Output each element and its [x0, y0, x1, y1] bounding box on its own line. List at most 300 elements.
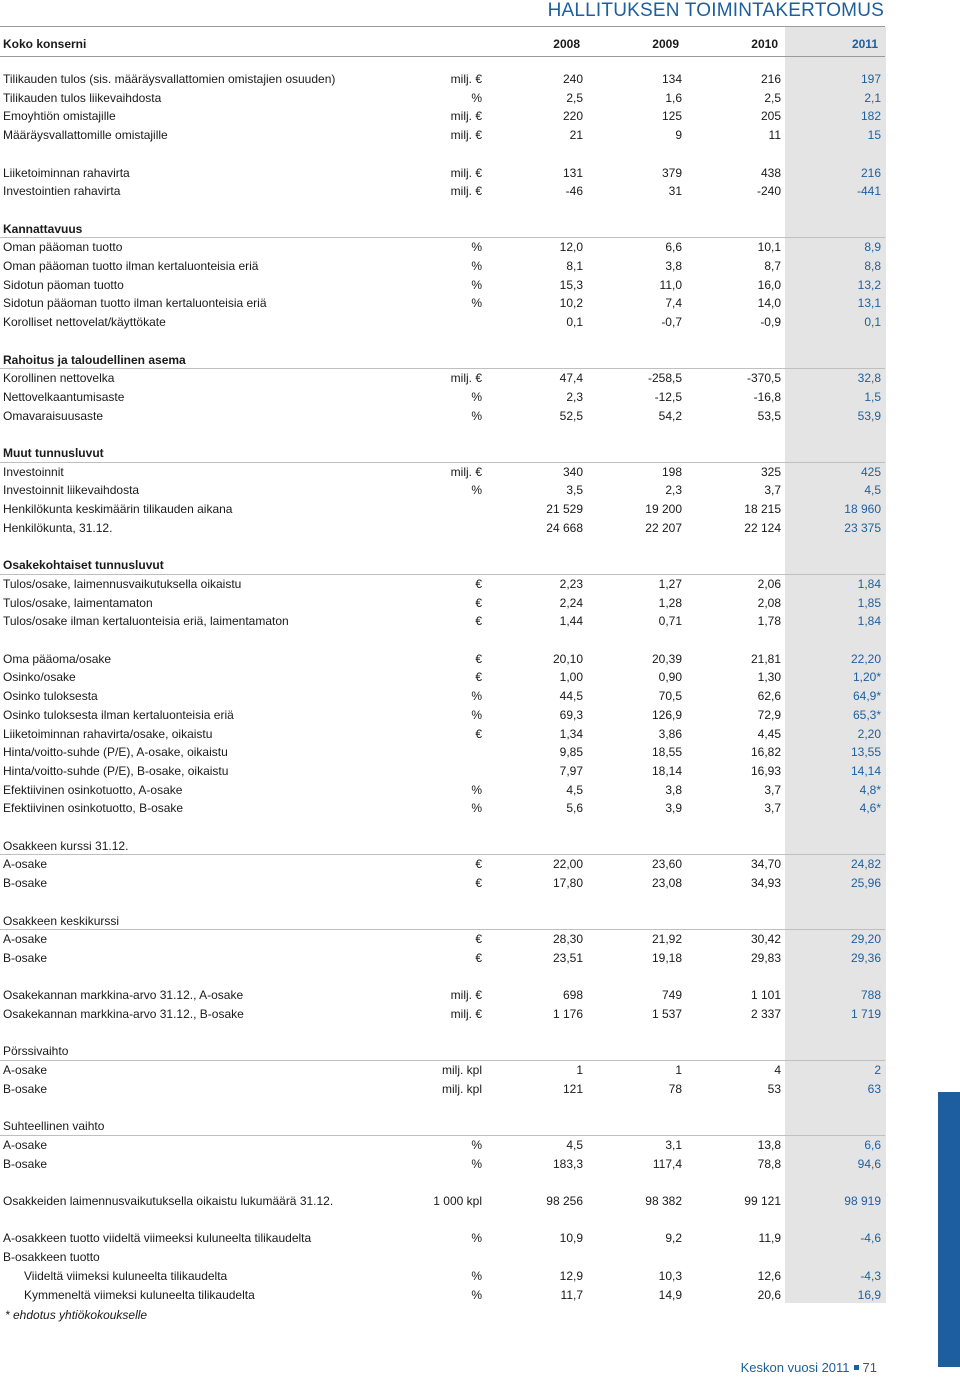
row-label: Efektiivinen osinkotuotto, A-osake	[3, 782, 183, 797]
table-row	[0, 407, 885, 426]
row-label: Henkilökunta, 31.12.	[3, 520, 113, 535]
row-unit: %	[471, 296, 482, 311]
table-row	[0, 1248, 885, 1267]
value-2008: 28,30	[552, 932, 583, 947]
value-2008: 52,5	[559, 408, 583, 423]
value-2008: 0,1	[566, 315, 583, 330]
value-2008: 20,10	[552, 651, 583, 666]
value-2011: 1,85	[857, 595, 881, 610]
table-row	[0, 107, 885, 126]
row-label: Osakkeen kurssi 31.12.	[3, 838, 129, 853]
value-2008: 1	[576, 1063, 583, 1078]
spacer-row	[0, 893, 885, 912]
value-2010: 21,81	[750, 651, 781, 666]
value-2011: 13,2	[857, 277, 881, 292]
row-unit: milj. €	[450, 1007, 482, 1021]
row-label: Investointien rahavirta	[3, 184, 121, 199]
value-2011: 2,1	[864, 90, 881, 105]
value-2011: 788	[860, 988, 881, 1003]
value-2009: 98 382	[645, 1194, 682, 1208]
value-2010: 29,83	[750, 950, 781, 965]
value-2008: 17,80	[552, 876, 583, 891]
value-2008: 4,5	[566, 782, 583, 797]
value-2010: 53	[767, 1081, 781, 1096]
table-row	[0, 556, 885, 575]
value-2009: 749	[661, 988, 682, 1003]
value-2011: 1,20*	[852, 670, 881, 685]
value-2010: 99 121	[744, 1194, 781, 1208]
row-label: Oman pääoman tuotto ilman kertaluonteisia eriä	[3, 259, 259, 273]
table-row	[0, 220, 885, 239]
table-row	[0, 481, 885, 500]
table-row	[0, 912, 885, 931]
value-2011: 23 375	[844, 520, 881, 535]
value-2008: 1,44	[559, 614, 583, 629]
value-2010: 3,7	[764, 483, 781, 498]
row-unit: €	[475, 857, 482, 872]
row-unit: milj. €	[450, 371, 482, 386]
value-2009: 1,27	[658, 576, 682, 591]
value-2008: 5,6	[566, 801, 583, 816]
value-2009: 1,28	[658, 595, 682, 610]
value-2008: 12,0	[559, 240, 583, 255]
row-label: Määräysvallattomille omistajille	[3, 128, 168, 143]
table-row	[0, 388, 885, 407]
value-2008: 1,00	[559, 670, 583, 685]
row-label: Tulos/osake, laimennusvaikutuksella oikaistu	[3, 576, 242, 591]
row-label: Liiketoiminnan rahavirta	[3, 165, 130, 180]
row-unit: €	[475, 876, 482, 891]
year-header-2008: 2008	[553, 37, 580, 51]
row-label: Rahoitus ja taloudellinen asema	[3, 352, 186, 367]
value-2010: 2,5	[764, 90, 781, 105]
value-2011: 4,6*	[859, 801, 881, 816]
row-label: Pörssivaihto	[3, 1044, 69, 1059]
value-2010: 438	[760, 165, 781, 180]
value-2009: 125	[661, 109, 682, 124]
row-unit: %	[471, 1268, 482, 1283]
value-2009: 19,18	[651, 950, 682, 965]
table-row	[0, 257, 885, 276]
value-2009: 2,3	[665, 483, 682, 498]
row-label: A-osake	[3, 932, 48, 947]
table-row	[0, 1005, 885, 1024]
value-2008: 3,5	[566, 483, 583, 498]
row-unit: milj. €	[450, 109, 482, 124]
value-2009: 70,5	[658, 689, 682, 704]
row-unit: %	[471, 277, 482, 292]
page-number: 71	[862, 1360, 877, 1375]
table-row	[0, 706, 885, 725]
row-label: A-osake	[3, 857, 48, 872]
row-label: Tilikauden tulos liikevaihdosta	[3, 90, 162, 105]
row-label: Kymmeneltä viimeksi kuluneelta tilikaudelta	[24, 1287, 255, 1302]
row-label: Nettovelkaantumisaste	[3, 389, 125, 404]
table-row	[0, 444, 885, 463]
value-2008: 8,1	[566, 259, 583, 273]
table-row	[0, 930, 885, 949]
row-label: B-osakkeen tuotto	[3, 1250, 100, 1265]
row-label: Korolliset nettovelat/käyttökate	[3, 315, 166, 330]
row-label: Osinko tuloksesta ilman kertaluonteisia eriä	[3, 707, 234, 722]
row-label: Efektiivinen osinkotuotto, B-osake	[3, 801, 184, 816]
value-2008: 47,4	[559, 371, 583, 386]
value-2008: 4,5	[566, 1137, 583, 1152]
value-2009: 18,14	[651, 763, 682, 778]
row-unit: milj. €	[450, 988, 482, 1003]
value-2010: 16,93	[750, 763, 781, 778]
row-label: A-osake	[3, 1137, 48, 1152]
table-row	[0, 89, 885, 108]
table-header	[0, 33, 885, 55]
value-2011: -441	[856, 184, 881, 199]
value-2008: 220	[562, 109, 583, 124]
row-unit: milj. kpl	[441, 1063, 482, 1078]
row-unit: €	[475, 595, 482, 610]
value-2008: 69,3	[559, 707, 583, 722]
publication-name: Keskon vuosi 2011	[740, 1360, 850, 1375]
value-2010: 18 215	[744, 502, 781, 517]
row-label: B-osake	[3, 1081, 48, 1096]
row-label: Henkilökunta keskimäärin tilikauden aikana	[3, 502, 233, 517]
row-label: Tulos/osake ilman kertaluonteisia eriä, laimentamaton	[3, 614, 289, 629]
table-row	[0, 1286, 885, 1305]
value-2009: 23,08	[651, 876, 682, 891]
table-row	[0, 799, 885, 818]
row-label: Korollinen nettovelka	[3, 371, 115, 386]
footnote: * ehdotus yhtiökokoukselle	[5, 1308, 148, 1322]
value-2009: 0,90	[658, 670, 682, 685]
value-2010: 30,42	[750, 932, 781, 947]
value-2009: 0,71	[658, 614, 682, 629]
value-2010: 3,7	[764, 782, 781, 797]
value-2009: 54,2	[658, 408, 682, 423]
row-unit: %	[471, 1137, 482, 1152]
row-label: Kannattavuus	[3, 221, 83, 236]
row-unit: milj. €	[450, 464, 482, 479]
table-row	[0, 369, 885, 388]
table-row	[0, 1117, 885, 1136]
row-unit: milj. €	[450, 72, 482, 86]
table-row	[0, 949, 885, 968]
value-2011: 24,82	[850, 857, 881, 872]
row-unit: %	[471, 389, 482, 404]
row-label: Viideltä viimeksi kuluneelta tilikaudelta	[24, 1268, 228, 1283]
value-2008: 24 668	[546, 520, 583, 535]
spacer-row	[0, 145, 885, 164]
table-row	[0, 743, 885, 762]
value-2010: 62,6	[757, 689, 781, 704]
table-row	[0, 986, 885, 1005]
value-2011: 4,8*	[859, 782, 881, 797]
table-row	[0, 668, 885, 687]
table-row	[0, 182, 885, 201]
value-2011: 32,8	[857, 371, 881, 386]
row-label: Osinko/osake	[3, 670, 76, 685]
value-2010: 11	[768, 128, 781, 143]
value-2008: 9,85	[559, 745, 583, 760]
section-title: HALLITUKSEN TOIMINTAKERTOMUS	[547, 0, 884, 21]
row-label: Osakekannan markkina-arvo 31.12., B-osake	[3, 1007, 244, 1021]
table-row	[0, 126, 885, 145]
value-2011: 25,96	[850, 876, 881, 891]
row-unit: milj. kpl	[441, 1081, 482, 1096]
value-2010: 22 124	[744, 520, 781, 535]
value-2008: 44,5	[559, 689, 583, 704]
value-2011: 16,9	[857, 1287, 881, 1302]
value-2008: 15,3	[559, 277, 583, 292]
spacer-row	[0, 968, 885, 987]
table-row	[0, 1155, 885, 1174]
spacer-row	[0, 631, 885, 650]
table-row	[0, 1080, 885, 1099]
value-2011: 29,36	[850, 950, 881, 965]
spacer-row	[0, 332, 885, 351]
year-header-2011: 2011	[851, 37, 878, 51]
row-label: Hinta/voitto-suhde (P/E), A-osake, oikaistu	[3, 745, 228, 760]
value-2010: -16,8	[753, 389, 781, 404]
table-row	[0, 855, 885, 874]
value-2008: 10,2	[559, 296, 583, 311]
value-2010: 11,9	[758, 1231, 781, 1246]
year-header-2009: 2009	[652, 37, 679, 51]
value-2010: 34,70	[750, 857, 781, 872]
row-unit: €	[475, 950, 482, 965]
value-2008: 183,3	[552, 1156, 583, 1171]
value-2011: 6,6	[864, 1137, 881, 1152]
row-unit: %	[471, 259, 482, 273]
value-2009: 22 207	[645, 520, 682, 535]
row-label: B-osake	[3, 1156, 48, 1171]
value-2011: 0,1	[864, 315, 881, 330]
value-2008: 698	[562, 988, 583, 1003]
row-unit: €	[475, 614, 482, 629]
table-row	[0, 874, 885, 893]
value-2010: 216	[760, 72, 781, 86]
row-unit: %	[471, 408, 482, 423]
spacer-row	[0, 1211, 885, 1230]
value-2008: 21	[569, 128, 583, 143]
row-unit: %	[471, 689, 482, 704]
row-label: Muut tunnusluvut	[3, 446, 104, 460]
value-2010: 4,45	[757, 726, 781, 741]
value-2009: 1 537	[651, 1007, 682, 1021]
year-header-2010: 2010	[751, 37, 778, 51]
value-2008: 7,97	[559, 763, 583, 778]
value-2008: 11,7	[560, 1287, 583, 1302]
table-row	[0, 351, 885, 370]
value-2011: 63	[867, 1081, 881, 1096]
row-unit: %	[471, 240, 482, 255]
value-2009: 19 200	[645, 502, 682, 517]
value-2011: 182	[860, 109, 881, 124]
value-2010: 14,0	[757, 296, 781, 311]
value-2008: 1 176	[552, 1007, 583, 1021]
table-row	[0, 238, 885, 257]
value-2010: 1,78	[757, 614, 781, 629]
value-2009: 198	[661, 464, 682, 479]
row-label: Investoinnit	[3, 464, 64, 479]
table-row	[0, 519, 885, 538]
row-label: A-osakkeen tuotto viideltä viimeeksi kuluneelta tilikaudelta	[3, 1231, 312, 1246]
value-2008: 240	[562, 72, 583, 86]
row-label: Emoyhtiön omistajille	[3, 109, 116, 124]
value-2009: 9	[675, 128, 682, 143]
value-2010: 325	[760, 464, 781, 479]
value-2011: 2,20	[857, 726, 881, 741]
value-2010: 10,1	[757, 240, 781, 255]
value-2010: 34,93	[750, 876, 781, 891]
row-label: Osakekohtaiset tunnusluvut	[3, 558, 164, 573]
row-unit: %	[471, 1287, 482, 1302]
row-unit: %	[471, 801, 482, 816]
value-2008: 2,23	[559, 576, 583, 591]
value-2011: 216	[860, 165, 881, 180]
value-2011: 1,84	[857, 576, 881, 591]
value-2009: 18,55	[651, 745, 682, 760]
table-row	[0, 1267, 885, 1286]
row-unit: %	[471, 707, 482, 722]
row-unit: €	[475, 932, 482, 947]
row-unit: €	[475, 726, 482, 741]
row-unit: 1 000 kpl	[433, 1194, 482, 1208]
spacer-row	[0, 1173, 885, 1192]
row-unit: %	[471, 483, 482, 498]
row-unit: milj. €	[450, 165, 482, 180]
table-row	[0, 837, 885, 856]
row-unit: %	[471, 1156, 482, 1171]
row-label: Osinko tuloksesta	[3, 689, 98, 704]
value-2009: 3,9	[665, 801, 682, 816]
table-row	[0, 1192, 885, 1211]
table-row	[0, 1136, 885, 1155]
value-2010: 72,9	[757, 707, 781, 722]
value-2009: -12,5	[654, 389, 682, 404]
value-2010: 13,8	[757, 1137, 781, 1152]
value-2010: 16,82	[750, 745, 781, 760]
table-row	[0, 1042, 885, 1061]
value-2008: -46	[565, 184, 583, 199]
row-label: B-osake	[3, 950, 48, 965]
value-2009: 3,1	[665, 1137, 682, 1152]
row-label: Omavaraisuusaste	[3, 408, 104, 423]
value-2011: 98 919	[844, 1194, 881, 1208]
row-label: Tulos/osake, laimentamaton	[3, 595, 153, 610]
value-2010: 2,06	[757, 576, 781, 591]
value-2009: 134	[661, 72, 682, 86]
spacer-row	[0, 1024, 885, 1043]
row-unit: %	[471, 782, 482, 797]
row-unit: €	[475, 651, 482, 666]
value-2011: 8,8	[864, 259, 881, 273]
value-2009: 126,9	[651, 707, 682, 722]
value-2010: -0,9	[760, 315, 781, 330]
value-2009: 21,92	[651, 932, 682, 947]
value-2011: 2	[874, 1063, 881, 1078]
table-row	[0, 612, 885, 631]
value-2008: 12,9	[559, 1268, 583, 1283]
value-2010: -240	[756, 184, 781, 199]
spacer-row	[0, 425, 885, 444]
value-2009: 20,39	[651, 651, 682, 666]
row-label: Tilikauden tulos (sis. määräysvallattomien omistajien osuuden)	[3, 72, 336, 86]
value-2009: 3,8	[665, 782, 682, 797]
value-2010: 1 101	[750, 988, 781, 1003]
spacer-row	[0, 818, 885, 837]
row-label: Sidotun päoman tuotto	[3, 277, 124, 292]
row-unit: €	[475, 576, 482, 591]
value-2008: 131	[562, 165, 583, 180]
row-label: A-osake	[3, 1063, 48, 1078]
value-2009: 3,86	[658, 726, 682, 741]
value-2010: -370,5	[746, 371, 781, 386]
table-row	[0, 70, 885, 89]
value-2009: -258,5	[647, 371, 682, 386]
value-2011: 1,84	[857, 614, 881, 629]
table-row	[0, 575, 885, 594]
page-footer	[741, 1360, 877, 1375]
table-row	[0, 313, 885, 332]
value-2009: 1,6	[665, 90, 682, 105]
value-2008: 10,9	[559, 1231, 583, 1246]
value-2008: 2,5	[566, 90, 583, 105]
value-2009: 1	[675, 1063, 682, 1078]
row-label: Sidotun pääoman tuotto ilman kertaluonteisia eriä	[3, 296, 267, 311]
spacer-row	[0, 538, 885, 557]
value-2009: 10,3	[658, 1268, 682, 1283]
value-2011: -4,6	[860, 1231, 881, 1246]
value-2010: 8,7	[764, 259, 781, 273]
value-2009: -0,7	[661, 315, 682, 330]
value-2008: 2,24	[559, 595, 583, 610]
value-2009: 31	[668, 184, 682, 199]
value-2010: 1,30	[757, 670, 781, 685]
value-2011: 13,1	[857, 296, 881, 311]
row-label: B-osake	[3, 876, 48, 891]
value-2009: 14,9	[658, 1287, 682, 1302]
value-2008: 121	[562, 1081, 583, 1096]
row-label: Osakekannan markkina-arvo 31.12., A-osake	[3, 988, 244, 1003]
value-2011: 15	[867, 128, 881, 143]
value-2009: 23,60	[651, 857, 682, 872]
row-unit: %	[471, 1231, 482, 1246]
table-row	[0, 762, 885, 781]
value-2010: 205	[760, 109, 781, 124]
value-2009: 6,6	[665, 240, 682, 255]
value-2011: 197	[860, 72, 881, 86]
value-2010: 20,6	[757, 1287, 781, 1302]
row-label: Oma pääoma/osake	[3, 651, 112, 666]
table-row	[0, 1229, 885, 1248]
row-unit: %	[471, 90, 482, 105]
value-2008: 22,00	[552, 857, 583, 872]
row-label: Liiketoiminnan rahavirta/osake, oikaistu	[3, 726, 213, 741]
value-2011: 8,9	[864, 240, 881, 255]
row-label: Suhteellinen vaihto	[3, 1119, 105, 1134]
value-2010: 3,7	[764, 801, 781, 816]
row-unit: milj. €	[450, 128, 482, 143]
value-2011: 13,55	[850, 745, 881, 760]
value-2010: 12,6	[757, 1268, 781, 1283]
value-2009: 117,4	[652, 1156, 682, 1171]
separator-square-icon	[854, 1365, 859, 1370]
value-2010: 78,8	[757, 1156, 781, 1171]
spacer-row	[0, 1099, 885, 1118]
table-row	[0, 463, 885, 482]
value-2011: 425	[860, 464, 881, 479]
value-2009: 3,8	[665, 259, 682, 273]
value-2009: 9,2	[665, 1231, 682, 1246]
